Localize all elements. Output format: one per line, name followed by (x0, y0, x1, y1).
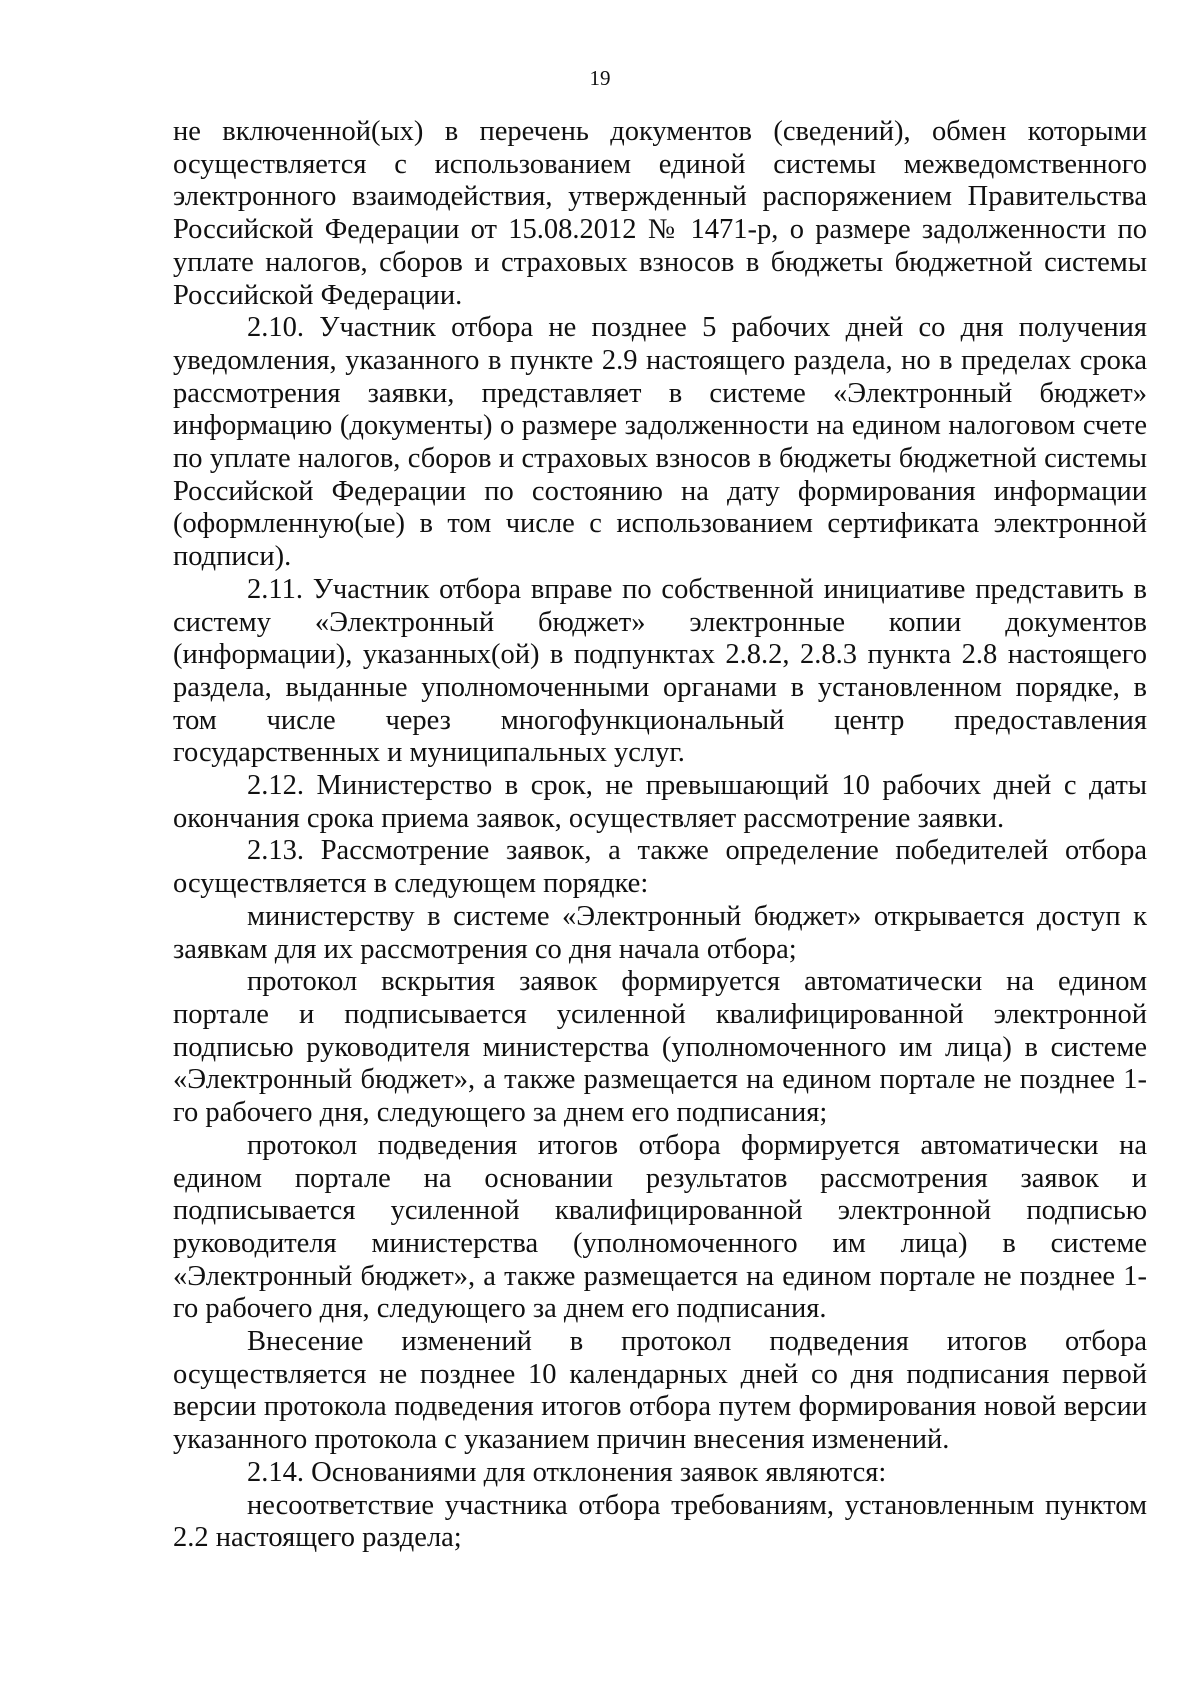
paragraph: Внесение изменений в протокол подведения итогов отбора осуществляется не позднее 10 календарных дней со дня подписания первой версии протокола подведения итогов отбора путем формирования новой версии указанного протокола с указанием причин внесения изменений. (173, 1326, 1147, 1456)
paragraph: протокол вскрытия заявок формируется автоматически на едином портале и подписывается усиленной квалифицированной электронной подписью руководителя министерства (уполномоченного им лица) в системе «Электронный бюджет», а также размещается на едином портале не позднее 1-го рабочего дня, следующего за днем его подписания; (173, 966, 1147, 1129)
paragraph-2-12: 2.12. Министерство в срок, не превышающий 10 рабочих дней с даты окончания срока приема заявок, осуществляет рассмотрение заявки. (173, 770, 1147, 834)
paragraph-2-10: 2.10. Участник отбора не позднее 5 рабочих дней со дня получения уведомления, указанного в пункте 2.9 настоящего раздела, но в пределах срока рассмотрения заявки, представляет в системе «Электронный бюджет» информацию (документы) о размере задолженности на едином налоговом счете по уплате налогов, сборов и страховых взносов в бюджеты бюджетной системы Российской Федерации по состоянию на дату формирования информации (оформленную(ые) в том числе с использованием сертификата электронной подписи). (173, 312, 1147, 573)
paragraph: министерству в системе «Электронный бюджет» открывается доступ к заявкам для их рассмотрения со дня начала отбора; (173, 900, 1147, 965)
page-number: 19 (589, 66, 611, 90)
paragraph-2-14: 2.14. Основаниями для отклонения заявок являются: (247, 1456, 887, 1488)
document-body (173, 116, 1147, 1555)
paragraph: протокол подведения итогов отбора формируется автоматически на едином портале на основании результатов рассмотрения заявок и подписывается усиленной квалифицированной электронной подписью руководителя министерства (уполномоченного им лица) в системе «Электронный бюджет», а также размещается на едином портале не позднее 1-го рабочего дня, следующего за днем его подписания. (173, 1129, 1147, 1325)
paragraph: несоответствие участника отбора требованиям, установленным пунктом 2.2 настоящего раздела; (173, 1489, 1147, 1554)
paragraph-2-13: 2.13. Рассмотрение заявок, а также определение победителей отбора осуществляется в следующем порядке: (173, 835, 1147, 900)
paragraph-2-11: 2.11. Участник отбора вправе по собственной инициативе представить в систему «Электронный бюджет» электронные копии документов (информации), указанных(ой) в подпунктах 2.8.2, 2.8.3 пункта 2.8 настоящего раздела, выданные уполномоченными органами в установленном порядке, в том числе через многофункциональный центр предоставления государственных и муниципальных услуг. (173, 573, 1147, 769)
paragraph: не включенной(ых) в перечень документов (сведений), обмен которыми осуществляется с использованием единой системы межведомственного электронного взаимодействия, утвержденный распоряжением Правительства Российской Федерации от 15.08.2012 № 1471-р, о размере задолженности по уплате налогов, сборов и страховых взносов в бюджеты бюджетной системы Российской Федерации. (173, 116, 1147, 311)
